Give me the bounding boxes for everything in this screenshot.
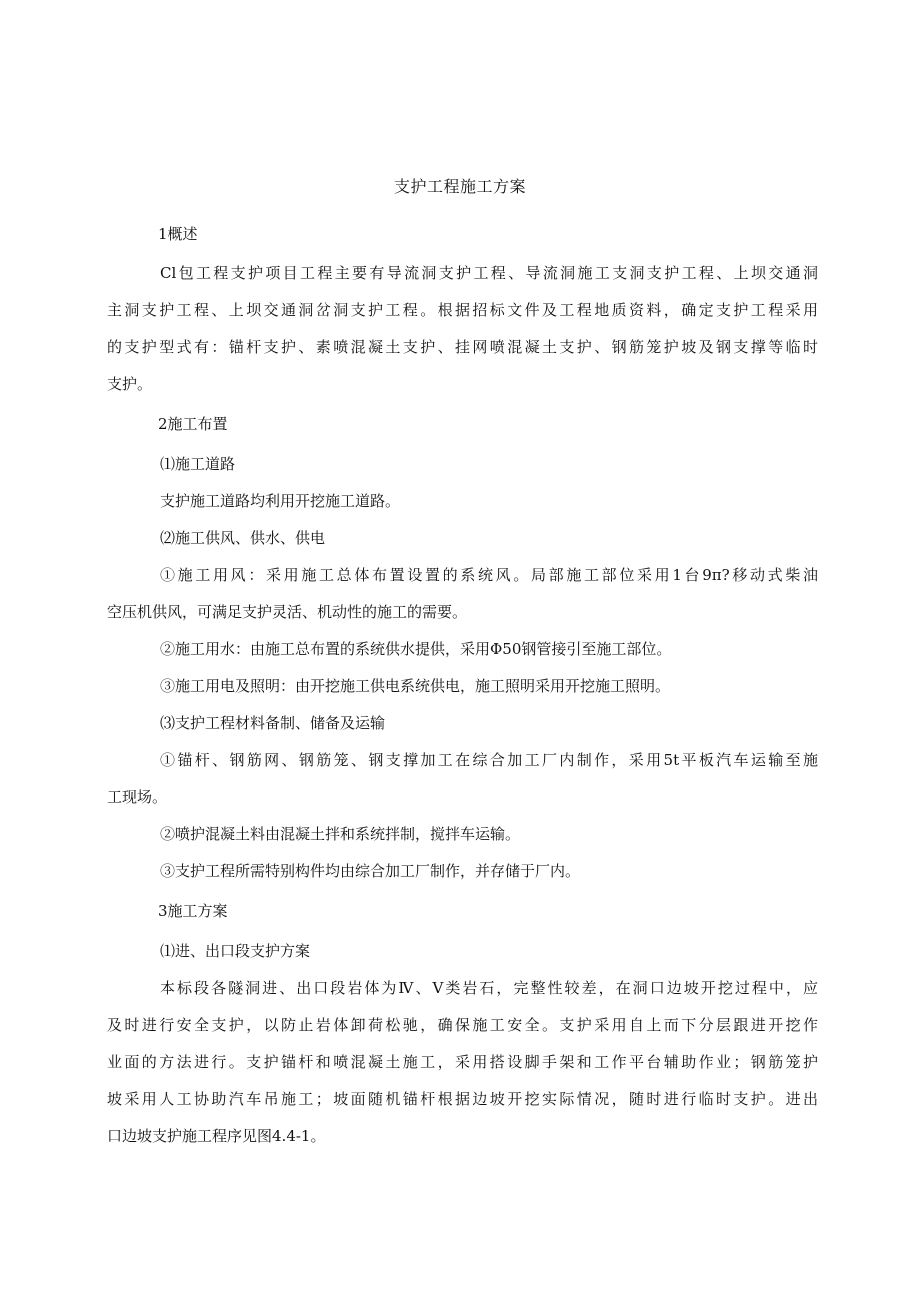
paragraph-line: 本标段各隧洞进、出口段岩体为Ⅳ、Ⅴ类岩石，完整性较差，在洞口边坡开挖过程中，应: [160, 979, 818, 997]
subsection-heading-roads: ⑴施工道路: [160, 455, 236, 473]
paragraph-line: 支护。: [107, 375, 153, 393]
paragraph-line: 支护施工道路均利用开挖施工道路。: [160, 492, 401, 510]
paragraph-line: 的支护型式有：锚杆支护、素喷混凝土支护、挂网喷混凝土支护、钢筋笼护坡及钢支撑等临时: [107, 338, 818, 356]
subsection-heading-utilities: ⑵施工供风、供水、供电: [160, 529, 326, 547]
paragraph-line: 业面的方法进行。支护锚杆和喷混凝土施工，采用搭设脚手架和工作平台辅助作业；钢筋笼护: [107, 1053, 818, 1071]
paragraph-line: ③施工用电及照明：由开挖施工供电系统供电，施工照明采用开挖施工照明。: [160, 677, 671, 695]
section-heading-layout: 2施工布置: [158, 415, 228, 433]
paragraph-line: ①施工用风：采用施工总体布置设置的系统风。局部施工部位采用1台9π?移动式柴油: [160, 566, 818, 584]
document-title: 支护工程施工方案: [393, 177, 526, 196]
section-heading-overview: 1概述: [158, 225, 198, 243]
paragraph-line: 主洞支护工程、上坝交通洞岔洞支护工程。根据招标文件及工程地质资料，确定支护工程采用: [107, 301, 818, 319]
paragraph-line: ②施工用水：由施工总布置的系统供水提供，采用Φ50钢管接引至施工部位。: [160, 640, 672, 658]
paragraph-line: 及时进行安全支护，以防止岩体卸荷松驰，确保施工安全。支护采用自上而下分层跟进开挖作: [107, 1016, 818, 1034]
paragraph-line: ①锚杆、钢筋网、钢筋笼、钢支撑加工在综合加工厂内制作，采用5t平板汽车运输至施: [160, 751, 818, 769]
section-heading-plan: 3施工方案: [158, 902, 228, 920]
paragraph-line: Cl包工程支护项目工程主要有导流洞支护工程、导流洞施工支洞支护工程、上坝交通洞: [160, 264, 818, 282]
subsection-heading-portal-support: ⑴进、出口段支护方案: [160, 942, 311, 960]
paragraph-line: ②喷护混凝土料由混凝土拌和系统拌制，搅拌车运输。: [160, 825, 521, 843]
paragraph-line: 空压机供风，可满足支护灵活、机动性的施工的需要。: [107, 603, 468, 621]
paragraph-line: 坡采用人工协助汽车吊施工；坡面随机锚杆根据边坡开挖实际情况，随时进行临时支护。进出: [107, 1090, 818, 1108]
paragraph-line: ③支护工程所需特别构件均由综合加工厂制作，并存储于厂内。: [160, 862, 581, 880]
paragraph-line: 工现场。: [107, 788, 168, 806]
paragraph-line: 口边坡支护施工程序见图4.4-1。: [107, 1127, 326, 1145]
subsection-heading-materials: ⑶支护工程材料备制、储备及运输: [160, 714, 386, 732]
